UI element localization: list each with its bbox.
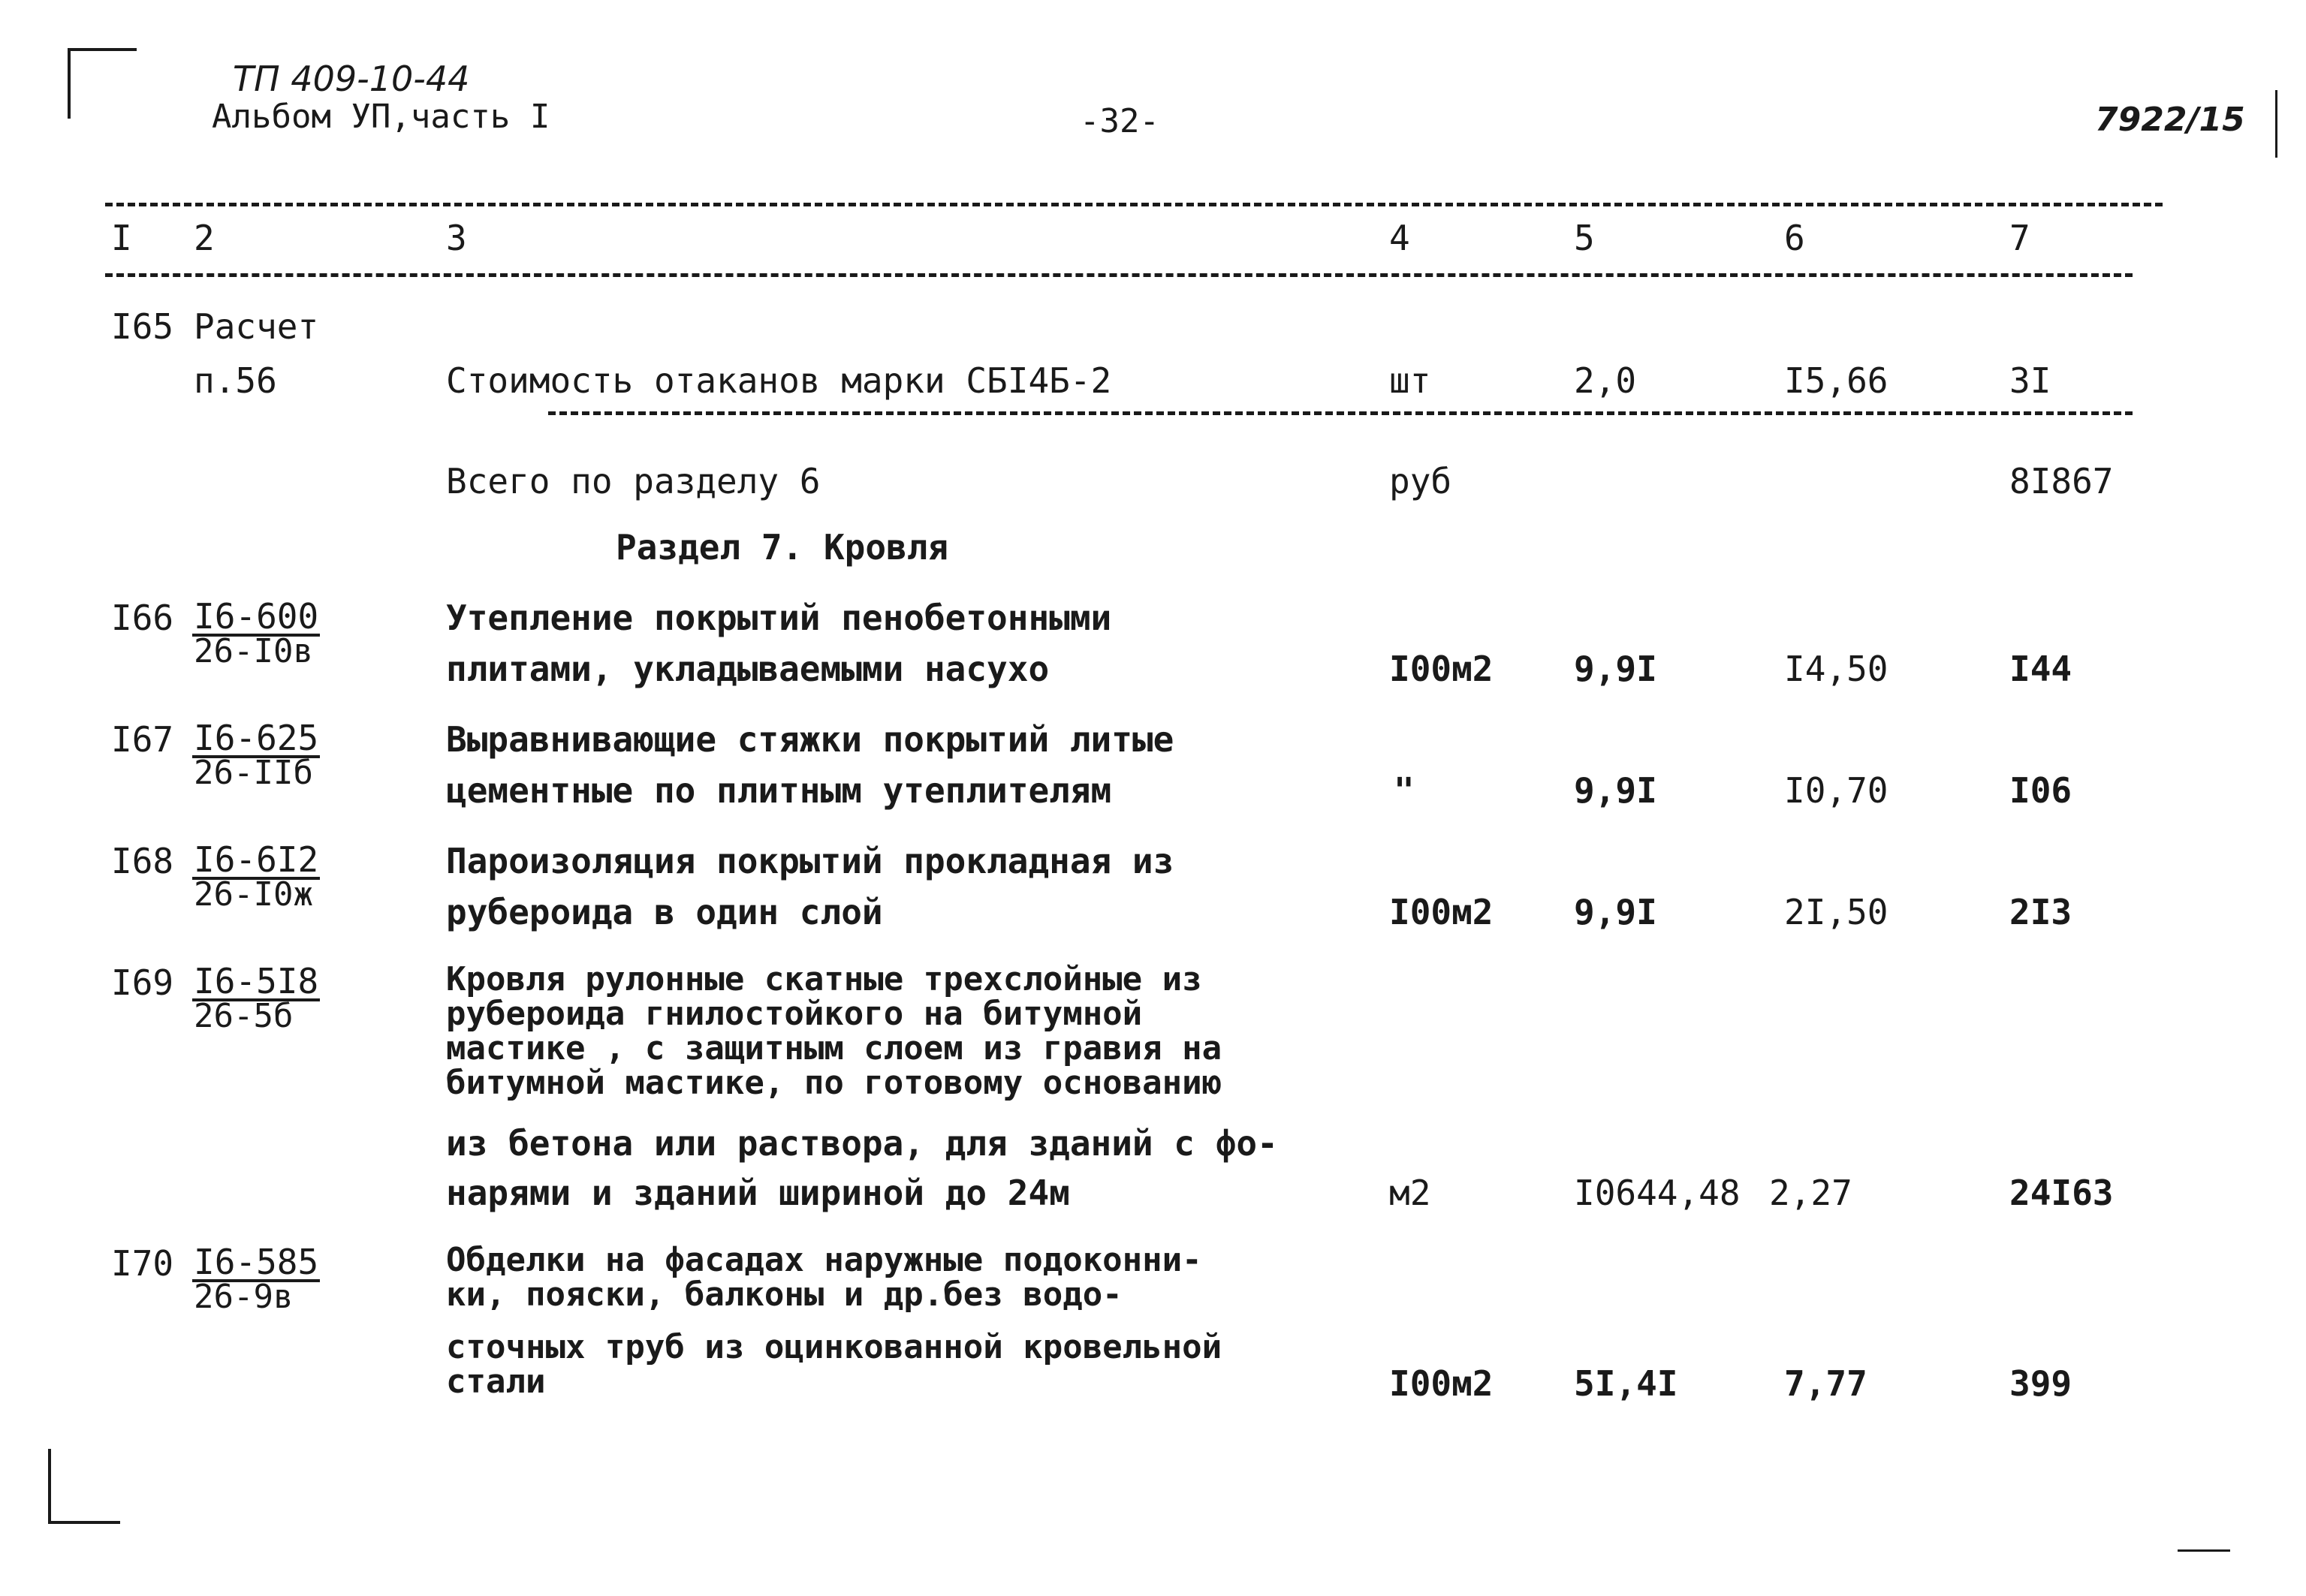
row-name-block: Обделки на фасадах наружные подоконни- ки, пояски, балконы и др.без водо- [446,1241,1202,1314]
section6-total-unit: руб [1389,461,1452,501]
sheet-mark: 7922/15 [2095,101,2245,139]
section7-title: Раздел 7. Кровля [616,527,949,568]
row-total: 24I63 [2009,1173,2114,1213]
row-basis: Расчет [194,306,319,347]
row-name-line-6: нарями и зданий шириной до 24м [446,1173,1070,1213]
row-total: I06 [2009,770,2072,811]
row-code-fraction [192,961,320,1035]
row-price: 7,77 [1784,1363,1867,1404]
row-qty: 2,0 [1574,360,1637,401]
corner-mark-top-left-h [68,48,137,51]
row-qty: 5I,4I [1574,1363,1678,1404]
row-name-line-2: цементные по плитным утеплителям [446,770,1112,811]
row-qty: 9,9I [1574,770,1657,811]
doc-code: ТП 409-10-44 [233,59,470,99]
col-header-5: 5 [1574,218,1595,258]
corner-mark-bottom-left-h [48,1521,120,1524]
row-unit: м2 [1389,1173,1431,1213]
col-header-2: 2 [194,218,215,258]
header-rule-top [105,203,2163,206]
row-total: 2I3 [2009,892,2072,932]
row-price: 2,27 [1769,1173,1852,1213]
section6-total-value: 8I867 [2009,461,2114,501]
row-total: I44 [2009,649,2072,689]
row-price: I4,50 [1784,649,1889,689]
page-number: -32- [1080,102,1159,140]
row-price: 2I,50 [1784,892,1889,932]
row-unit: " [1394,770,1415,811]
corner-mark-bottom-left-v [48,1449,51,1524]
header-rule-bottom [105,273,2133,277]
row-name: Стоимость отаканов марки СБI4Б-2 [446,360,1112,401]
col-header-1: I [111,218,132,258]
row-unit: I00м2 [1389,892,1494,932]
row-unit: I00м2 [1389,649,1494,689]
row-total: 399 [2009,1363,2072,1404]
row-unit: шт [1389,360,1431,401]
code-numerator: I6-5I8 [194,961,319,1001]
row-number: I69 [111,962,174,1003]
col-header-7: 7 [2009,218,2030,258]
row-name-line-5: из бетона или раствора, для зданий с фо- [446,1123,1278,1164]
col-header-6: 6 [1784,218,1805,258]
code-denominator: 26-I0ж [194,875,313,914]
code-numerator: I6-585 [194,1242,319,1282]
code-denominator: 26-9в [194,1278,294,1316]
row-name-line-2: рубероида в один слой [446,892,883,932]
row-name-block-2: сточных труб из оцинкованной кровельной стали [446,1328,1222,1401]
row-number: I70 [111,1243,174,1284]
row-number: I67 [111,719,174,760]
corner-mark-bottom-right-h [2178,1549,2230,1552]
row-total: 3I [2009,360,2051,401]
corner-mark-top-right-v [2275,90,2277,158]
row-code-fraction [192,839,320,914]
row-code-fraction [192,718,320,792]
row-name-block: Кровля рулонные скатные трехслойные из рубероида гнилостойкого на битумной мастике , с защитным слоем из гравия на битумной мастике, по готовому основанию [446,960,1222,1102]
row-number: I68 [111,841,174,881]
row-price: I0,70 [1784,770,1889,811]
row-name-line-2: плитами, укладываемыми насухо [446,649,1050,689]
row-number: I65 [111,306,174,347]
col-header-3: 3 [446,218,467,258]
row-basis-ref: п.56 [194,360,277,401]
row-name-line-1: Утепление покрытий пенобетонными [446,598,1112,638]
album-label: Альбом УП,часть I [212,98,550,136]
row-code-fraction [192,1242,320,1316]
row-qty: I0644,48 [1574,1173,1741,1213]
section6-total-label: Всего по разделу 6 [446,461,821,501]
code-numerator: I6-600 [194,596,319,637]
code-denominator: 26-IIб [194,754,313,792]
subtotal-rule [548,411,2133,415]
corner-mark-top-left-v [68,48,71,119]
row-name-line-1: Выравнивающие стяжки покрытий литые [446,719,1174,760]
col-header-4: 4 [1389,218,1410,258]
row-qty: 9,9I [1574,892,1657,932]
row-unit: I00м2 [1389,1363,1494,1404]
row-name-line-1: Пароизоляция покрытий прокладная из [446,841,1174,881]
code-denominator: 26-I0в [194,632,313,670]
row-qty: 9,9I [1574,649,1657,689]
code-numerator: I6-6I2 [194,839,319,880]
code-numerator: I6-625 [194,718,319,758]
row-code-fraction [192,596,320,670]
code-denominator: 26-5б [194,997,294,1035]
row-price: I5,66 [1784,360,1889,401]
row-number: I66 [111,598,174,638]
